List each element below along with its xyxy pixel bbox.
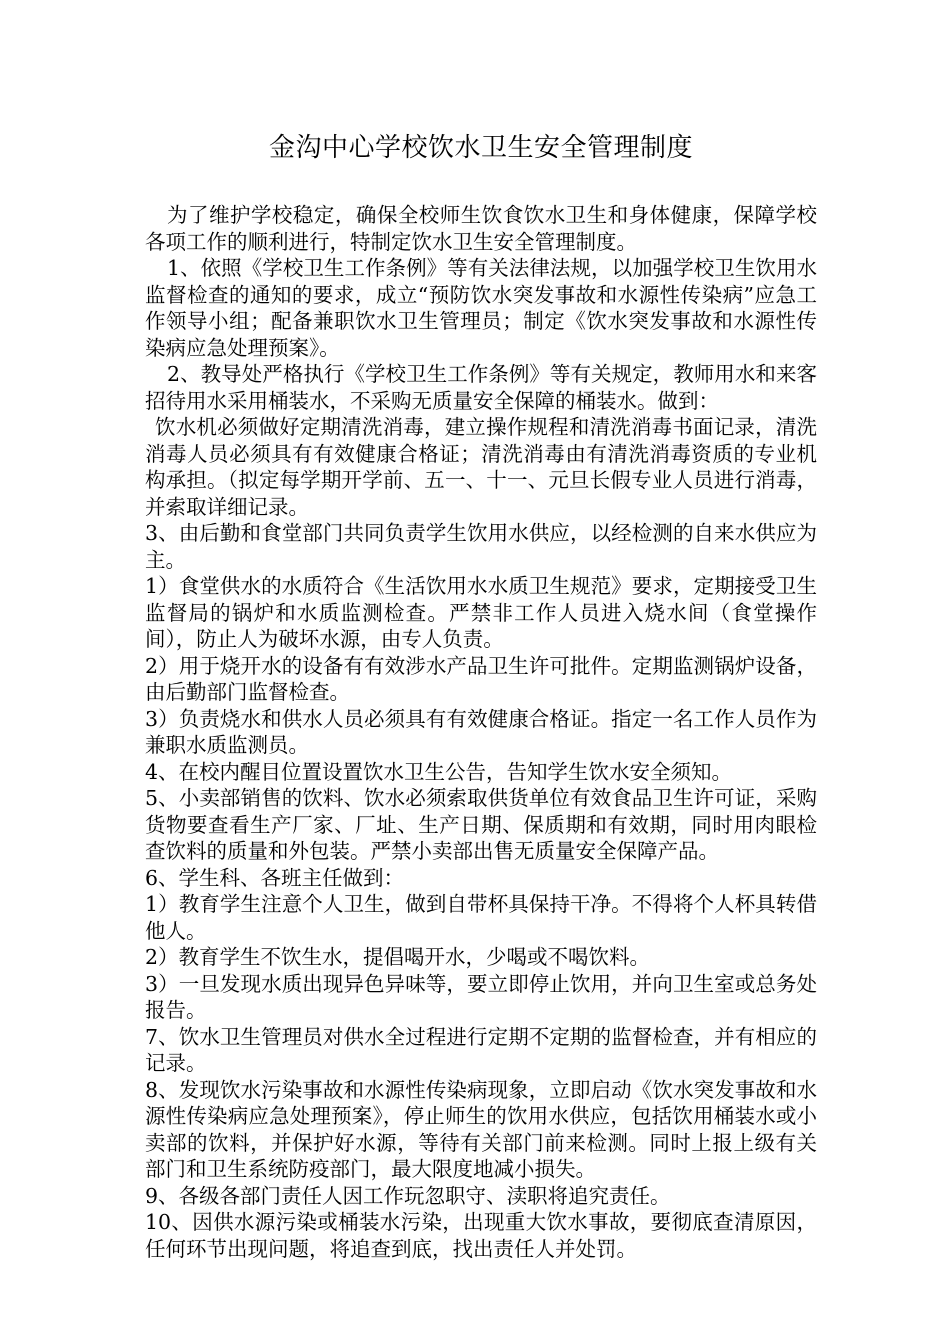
paragraph-item-6-sub-2: 2）教育学生不饮生水，提倡喝开水，少喝或不喝饮料。: [145, 945, 651, 969]
document-title: 金沟中心学校饮水卫生安全管理制度: [268, 133, 693, 163]
paragraph-item-10: 10、因供水源污染或桶装水污染，出现重大饮水事故，要彻底查清原因，任何环节出现问题，将追查到底，找出责任人并处罚。: [145, 1210, 817, 1261]
paragraph-item-3-sub-2: 2）用于烧开水的设备有有效涉水产品卫生许可批件。定期监测锅炉设备，由后勤部门监督检查。: [145, 653, 817, 704]
paragraph-item-3-sub-1: 1）食堂供水的水质符合《生活饮用水水质卫生规范》要求，定期接受卫生监督局的锅炉和水质监测检查。严禁非工作人员进入烧水间（食堂操作间），防止人为破坏水源，由专人负责。: [145, 574, 817, 651]
paragraph-item-6: 6、学生科、各班主任做到：: [145, 865, 405, 890]
paragraph-item-1: 1、依照《学校卫生工作条例》等有关法律法规，以加强学校卫生饮用水监督检查的通知的要求，成立“预防饮水突发事故和水源性传染病”应急工作领导小组；配备兼职饮水卫生管理员；制定《饮水突发事故和水源性传染病应急处理预案》。: [145, 256, 817, 360]
paragraph-item-6-sub-3: 3）一旦发现水质出现异色异味等，要立即停止饮用，并向卫生室或总务处报告。: [145, 971, 817, 1022]
paragraph-item-4: 4、在校内醒目位置设置饮水卫生公告，告知学生饮水安全须知。: [145, 759, 733, 784]
paragraph-item-5: 5、小卖部销售的饮料、饮水必须索取供货单位有效食品卫生许可证，采购货物要查看生产厂家、厂址、生产日期、保质期和有效期，同时用肉眼检查饮料的质量和外包装。严禁小卖部出售无质量安全保障产品。: [145, 786, 817, 863]
paragraph-item-3-sub-3: 3）负责烧水和供水人员必须具有有效健康合格证。指定一名工作人员作为兼职水质监测员。: [145, 706, 817, 757]
paragraph-item-2-detail: 饮水机必须做好定期清洗消毒，建立操作规程和清洗消毒书面记录，清洗消毒人员必须具有有效健康合格证；清洗消毒由有清洗消毒资质的专业机构承担。（拟定每学期开学前、五一、十一、元旦长假专业人员进行消毒，并索取详细记录。: [145, 415, 817, 519]
paragraph-item-3: 3、由后勤和食堂部门共同负责学生饮用水供应，以经检测的自来水供应为主。: [145, 521, 817, 572]
paragraph-item-9: 9、各级各部门责任人因工作玩忽职守、渎职将追究责任。: [145, 1183, 671, 1208]
paragraph-item-6-sub-1: 1）教育学生注意个人卫生，做到自带杯具保持干净。不得将个人杯具转借他人。: [145, 892, 817, 943]
paragraph-item-2: 2、教导处严格执行《学校卫生工作条例》等有关规定，教师用水和来客招待用水采用桶装水，不采购无质量安全保障的桶装水。做到：: [145, 362, 817, 413]
paragraph-item-8: 8、发现饮水污染事故和水源性传染病现象，立即启动《饮水突发事故和水源性传染病应急处理预案》，停止师生的饮用水供应，包括饮用桶装水或小卖部的饮料，并保护好水源，等待有关部门前来检测。同时上报上级有关部门和卫生系统防疫部门，最大限度地减小损失。: [145, 1077, 817, 1181]
paragraph-intro: 为了维护学校稳定，确保全校师生饮食饮水卫生和身体健康，保障学校各项工作的顺利进行，特制定饮水卫生安全管理制度。: [145, 203, 817, 254]
paragraph-item-7: 7、饮水卫生管理员对供水全过程进行定期不定期的监督检查，并有相应的记录。: [145, 1024, 817, 1075]
document-page: [145, 128, 817, 1262]
